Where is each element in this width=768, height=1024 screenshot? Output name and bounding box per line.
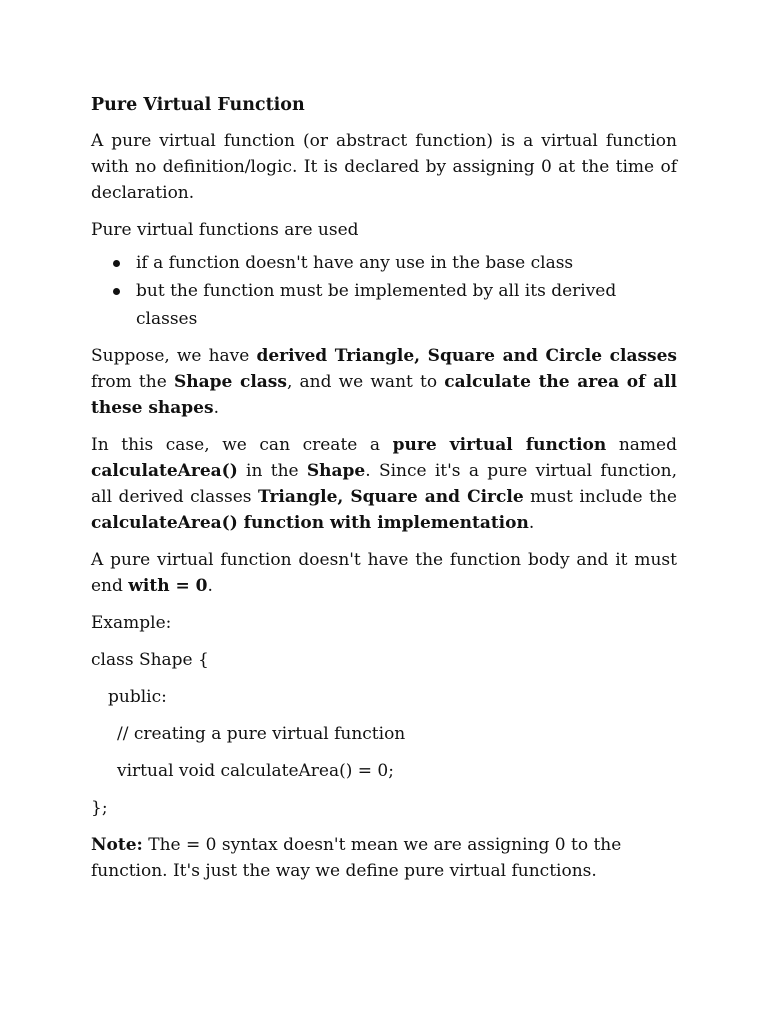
text-run: . Since it's a pure virtual function, all derived classes xyxy=(91,461,677,507)
bold-run: calculate the area of all these shapes xyxy=(91,372,678,418)
code-line: }; xyxy=(91,798,108,818)
bullet-text: but the function must be implemented by all its derived classes xyxy=(136,281,617,329)
text-run: must include the xyxy=(523,487,677,507)
note-text: The = 0 syntax doesn't mean we are assigning 0 to the function. It's just the way we define pure virtual functions. xyxy=(91,835,622,881)
text-run: . xyxy=(528,513,535,533)
bold-run: derived Triangle, Square and Circle classes xyxy=(256,346,677,366)
code-line: public: xyxy=(108,687,167,707)
used-lead-paragraph: Pure virtual functions are used xyxy=(91,220,359,240)
text-run: Suppose, we have xyxy=(91,346,257,366)
document-page xyxy=(91,92,677,895)
bold-run: Shape class xyxy=(173,372,287,392)
bold-run: with = 0 xyxy=(128,576,208,596)
bullet-text: if a function doesn't have any use in the base class xyxy=(136,253,574,273)
note-paragraph xyxy=(91,832,677,884)
note-label: Note: xyxy=(91,835,143,855)
text-run: A pure virtual function doesn't have the function body and it must end xyxy=(91,550,677,596)
bullet-item xyxy=(91,249,677,277)
text-run: in the xyxy=(237,461,307,481)
bullet-icon xyxy=(113,288,120,295)
text-run: . xyxy=(207,576,213,596)
bullet-item xyxy=(91,277,677,333)
text-run: In this case, we can create a xyxy=(91,435,393,455)
shapes-paragraph xyxy=(91,343,677,421)
bold-run: pure virtual function xyxy=(392,435,607,455)
text-run: named xyxy=(606,435,677,455)
case-paragraph xyxy=(91,432,677,536)
bold-run: Triangle, Square and Circle xyxy=(258,487,524,507)
body-paragraph xyxy=(91,547,677,599)
bold-run: Shape xyxy=(306,461,366,481)
code-line: // creating a pure virtual function xyxy=(117,724,406,744)
example-label: Example: xyxy=(91,613,172,633)
usage-bullet-list xyxy=(91,249,677,333)
code-line: virtual void calculateArea() = 0; xyxy=(117,761,394,781)
text-run: . xyxy=(213,398,219,418)
bullet-icon xyxy=(113,260,120,267)
bold-run: calculateArea() xyxy=(91,461,238,481)
code-line: class Shape { xyxy=(91,650,209,670)
page-title: Pure Virtual Function xyxy=(91,95,305,115)
intro-paragraph: A pure virtual function (or abstract function) is a virtual function with no definition/logic. It is declared by assigning 0 at the time of declaration. xyxy=(91,131,677,203)
bold-run: calculateArea() function with implementation xyxy=(91,513,529,533)
text-run: , and we want to xyxy=(286,372,445,392)
text-run: from the xyxy=(91,372,174,392)
code-example xyxy=(91,647,677,821)
